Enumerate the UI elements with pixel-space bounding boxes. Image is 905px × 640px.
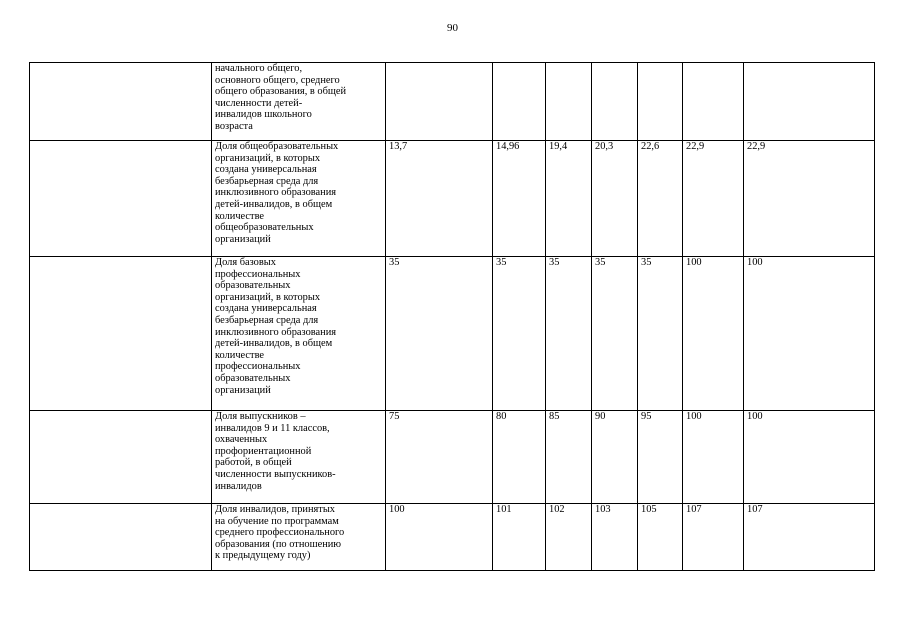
value-cell: 101 bbox=[493, 504, 546, 571]
empty-cell bbox=[30, 257, 212, 411]
indicators-table bbox=[29, 62, 875, 571]
value-cell: 102 bbox=[546, 504, 592, 571]
value-cell bbox=[592, 63, 638, 141]
empty-cell bbox=[30, 141, 212, 257]
indicator-name: Доля общеобразовательных организаций, в которых создана универсальная безбарьерная среда для инклюзивного образования детей-инвалидов, в общем количестве общеобразовательных организаций bbox=[212, 141, 386, 257]
empty-cell bbox=[30, 411, 212, 504]
value-cell: 85 bbox=[546, 411, 592, 504]
value-cell: 105 bbox=[638, 504, 683, 571]
value-cell: 100 bbox=[386, 504, 493, 571]
value-cell: 35 bbox=[638, 257, 683, 411]
value-cell: 100 bbox=[683, 257, 744, 411]
value-cell: 14,96 bbox=[493, 141, 546, 257]
page-number: 90 bbox=[447, 22, 458, 34]
table-row bbox=[30, 411, 875, 504]
value-cell: 100 bbox=[683, 411, 744, 504]
value-cell: 90 bbox=[592, 411, 638, 504]
value-cell: 20,3 bbox=[592, 141, 638, 257]
value-cell bbox=[493, 63, 546, 141]
value-cell: 22,6 bbox=[638, 141, 683, 257]
value-cell: 35 bbox=[386, 257, 493, 411]
value-cell: 22,9 bbox=[683, 141, 744, 257]
indicator-name: Доля базовых профессиональных образовательных организаций, в которых создана универсальная безбарьерная среда для инклюзивного образования детей-инвалидов, в общем количестве профессиональных образовательных организаций bbox=[212, 257, 386, 411]
table-row bbox=[30, 504, 875, 571]
value-cell: 103 bbox=[592, 504, 638, 571]
value-cell: 22,9 bbox=[744, 141, 875, 257]
value-cell: 100 bbox=[744, 411, 875, 504]
value-cell: 95 bbox=[638, 411, 683, 504]
indicator-name: начального общего, основного общего, среднего общего образования, в общей численности детей- инвалидов школьного возраста bbox=[212, 63, 386, 141]
table-row bbox=[30, 63, 875, 141]
table-row bbox=[30, 141, 875, 257]
value-cell: 80 bbox=[493, 411, 546, 504]
value-cell bbox=[744, 63, 875, 141]
value-cell: 13,7 bbox=[386, 141, 493, 257]
value-cell: 107 bbox=[744, 504, 875, 571]
indicator-name: Доля инвалидов, принятых на обучение по программам среднего профессионального образования (по отношению к предыдущему году) bbox=[212, 504, 386, 571]
value-cell: 35 bbox=[546, 257, 592, 411]
value-cell: 35 bbox=[592, 257, 638, 411]
value-cell: 107 bbox=[683, 504, 744, 571]
value-cell: 100 bbox=[744, 257, 875, 411]
value-cell bbox=[386, 63, 493, 141]
empty-cell bbox=[30, 504, 212, 571]
value-cell: 19,4 bbox=[546, 141, 592, 257]
value-cell: 75 bbox=[386, 411, 493, 504]
value-cell bbox=[638, 63, 683, 141]
value-cell bbox=[683, 63, 744, 141]
indicator-name: Доля выпускников – инвалидов 9 и 11 классов, охваченных профориентационной работой, в общей численности выпускников- инвалидов bbox=[212, 411, 386, 504]
value-cell: 35 bbox=[493, 257, 546, 411]
table-row bbox=[30, 257, 875, 411]
empty-cell bbox=[30, 63, 212, 141]
value-cell bbox=[546, 63, 592, 141]
